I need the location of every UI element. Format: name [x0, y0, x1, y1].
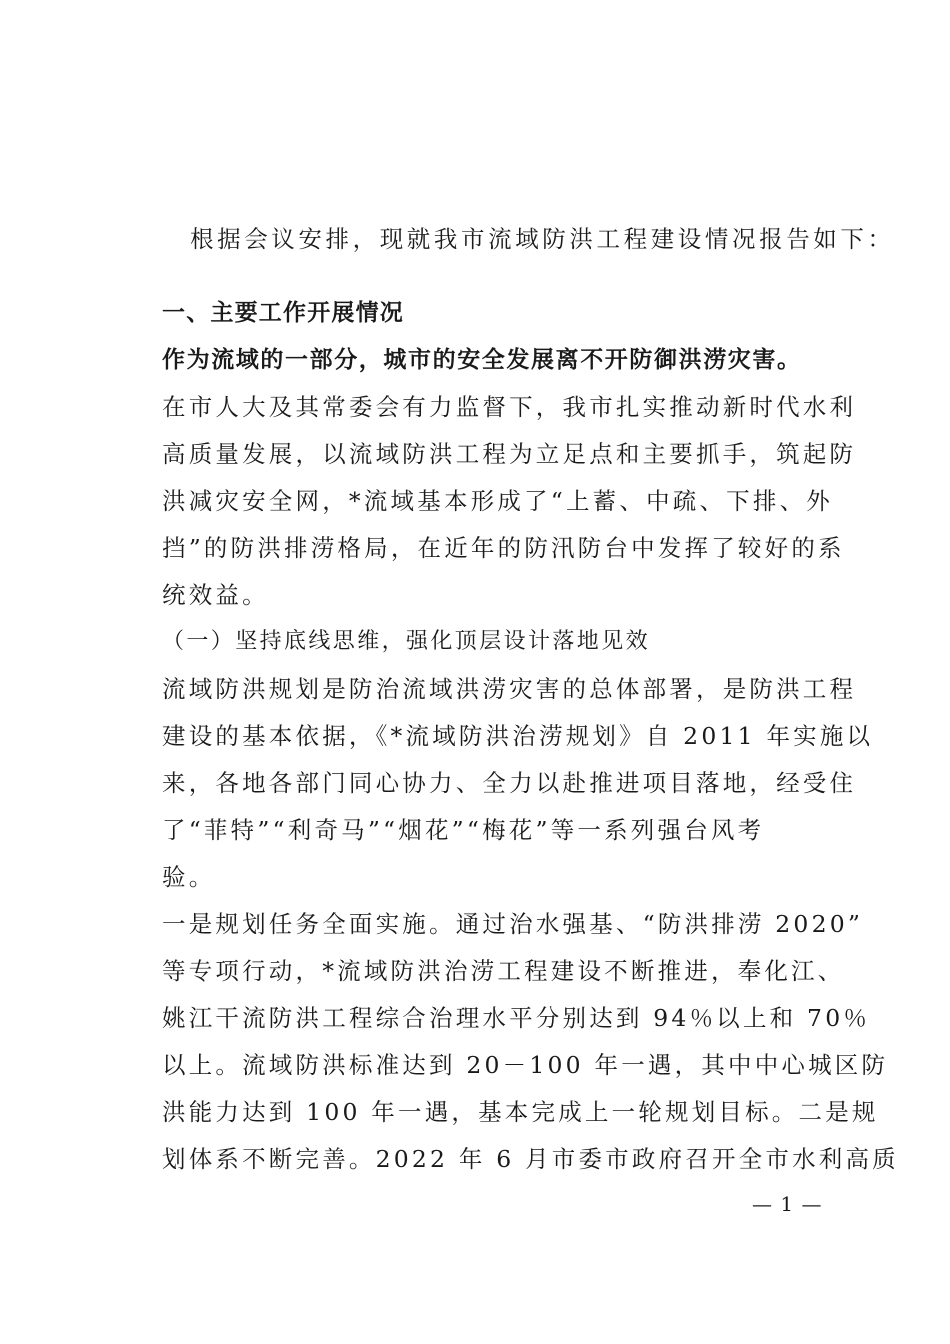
paragraph-line: 来，各地各部门同心协力、全力以赴推进项目落地，经受住	[162, 769, 857, 797]
section-body-line: 高质量发展，以流域防洪工程为立足点和主要抓手，筑起防	[162, 440, 857, 468]
section-lead-sentence: 作为流域的一部分，城市的安全发展离不开防御洪涝灾害。	[162, 347, 802, 373]
paragraph-line: 划体系不断完善。2022 年 6 月市委市政府召开全市水利高质	[162, 1145, 899, 1173]
page-number: — 1 —	[752, 1192, 823, 1216]
paragraph-line: 流域防洪规划是防治流域洪涝灾害的总体部署，是防洪工程	[162, 675, 857, 703]
paragraph-line: 建设的基本依据，《*流域防洪治涝规划》自 2011 年实施以	[162, 722, 874, 750]
subsection-heading: （一）坚持底线思维，强化顶层设计落地见效	[162, 629, 651, 654]
section-body-line: 挡”的防洪排涝格局，在近年的防汛防台中发挥了较好的系	[162, 534, 845, 562]
paragraph-line: 洪能力达到 100 年一遇，基本完成上一轮规划目标。二是规	[162, 1098, 879, 1126]
paragraph-line: 了“菲特”“利奇马”“烟花”“梅花”等一系列强台风考	[162, 816, 765, 844]
intro-paragraph: 根据会议安排，现就我市流域防洪工程建设情况报告如下：	[190, 225, 895, 253]
section-body-line: 洪减灾安全网，*流域基本形成了“上蓄、中疏、下排、外	[162, 487, 833, 515]
section-body-line: 在市人大及其常委会有力监督下，我市扎实推动新时代水利	[162, 393, 857, 421]
section-heading: 一、主要工作开展情况	[162, 300, 404, 326]
paragraph-line: 一是规划任务全面实施。通过治水强基、“防洪排涝 2020”	[162, 910, 864, 938]
paragraph-line: 等专项行动，*流域防洪治涝工程建设不断推进，奉化江、	[162, 957, 845, 985]
paragraph-line: 验。	[162, 863, 216, 891]
section-body-line: 统效益。	[162, 581, 269, 609]
paragraph-line: 姚江干流防洪工程综合治理水平分别达到 94％以上和 70％	[162, 1004, 871, 1032]
paragraph-line: 以上。流域防洪标准达到 20－100 年一遇，其中中心城区防	[162, 1051, 889, 1079]
